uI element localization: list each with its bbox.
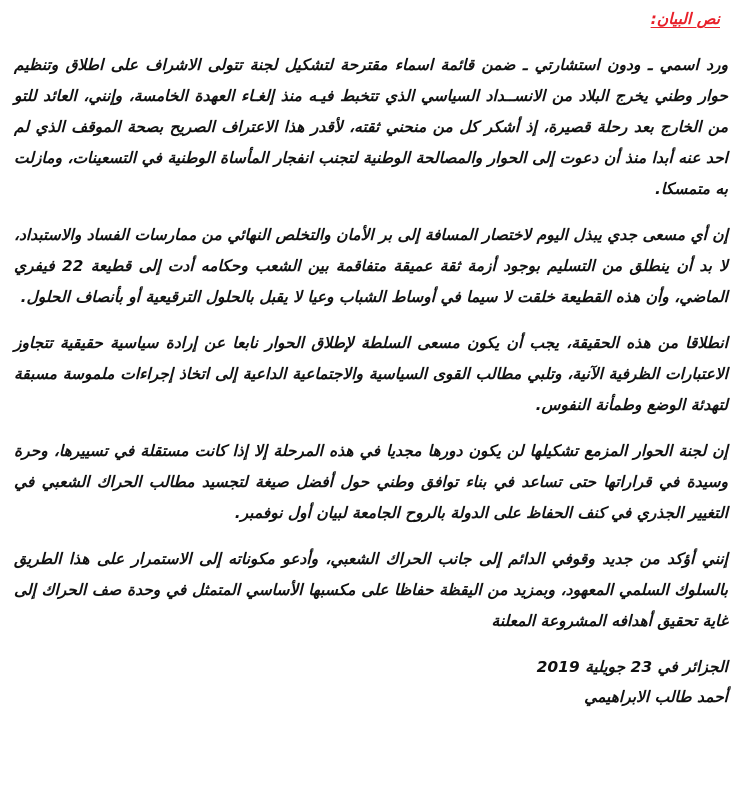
statement-paragraph-2: إن أي مسعى جدي يبذل اليوم لاختصار المسافة إلى بر الأمان والتخلص النهائي من ممارسات الفساد والاستبداد، لا بد أن ينطلق من التسليم بوجود أزمة ثقة عميقة متفاقمة بين الشعب وحكامه أدت إلى قطيعة 22 فيفري الماضي، وأن هذه القطيعة خلقت لا سيما في أوساط الشباب وعيا لا يقبل بالحلول الترقيعية أو بأنصاف الحلول.: [14, 226, 728, 306]
statement-paragraph-1: ورد اسمي ـ ودون استشارتي ـ ضمن قائمة اسماء مقترحة لتشكيل لجنة تتولى الاشراف على اطلاق وتنظيم حوار وطني يخرج البلاد من الانســداد السياسي الذي تتخبط فيـه منذ إلغـاء العهدة الخامسة، وإنني، العائد للتو من الخارج بعد رحلة قصيرة، إذ أشكر كل من منحني ثقته، لأقدر هذا الاعتراف الصريح بصحة الموقف الذي لم احد عنه أبدا منذ أن دعوت إلى الحوار والمصالحة الوطنية لتجنب انفجار المأساة الوطنية في التسعينات، ومازلت به متمسكا.: [14, 56, 728, 198]
statement-signature: أحمد طالب الابراهيمي: [584, 688, 728, 706]
statement-paragraph-3: انطلاقا من هذه الحقيقة، يجب أن يكون مسعى السلطة لإطلاق الحوار نابعا عن إرادة سياسية حقيقية تتجاوز الاعتبارات الظرفية الآنية، وتلبي مطالب القوى السياسية والاجتماعية الداعية إلى اتخاذ إجراءات ملموسة مسبقة لتهدئة الوضع وطمأنة النفوس.: [14, 334, 728, 414]
statement-heading: نص البيان:: [650, 10, 720, 28]
statement-date: الجزائر في 23 جويلية 2019: [536, 658, 728, 676]
statement-paragraph-4: إن لجنة الحوار المزمع تشكيلها لن يكون دورها مجديا في هذه المرحلة إلا إذا كانت مستقلة في تسييرها، وحرة وسيدة في قراراتها حتى تساعد في بناء توافق وطني حول أفضل صيغة لتجسيد مطالب الحراك الشعبي في التغيير الجذري في كنف الحفاظ على الدولة بالروح الجامعة لبيان أول نوفمبر.: [14, 442, 728, 522]
statement-paragraph-5: إنني أؤكد من جديد وقوفي الدائم إلى جانب الحراك الشعبي، وأدعو مكوناته إلى الاستمرار على هذا الطريق بالسلوك السلمي المعهود، وبمزيد من اليقظة حفاظا على مكسبها الأساسي المتمثل في وحدة صف الحراك إلى غاية تحقيق أهدافه المشروعة المعلنة: [14, 550, 728, 630]
